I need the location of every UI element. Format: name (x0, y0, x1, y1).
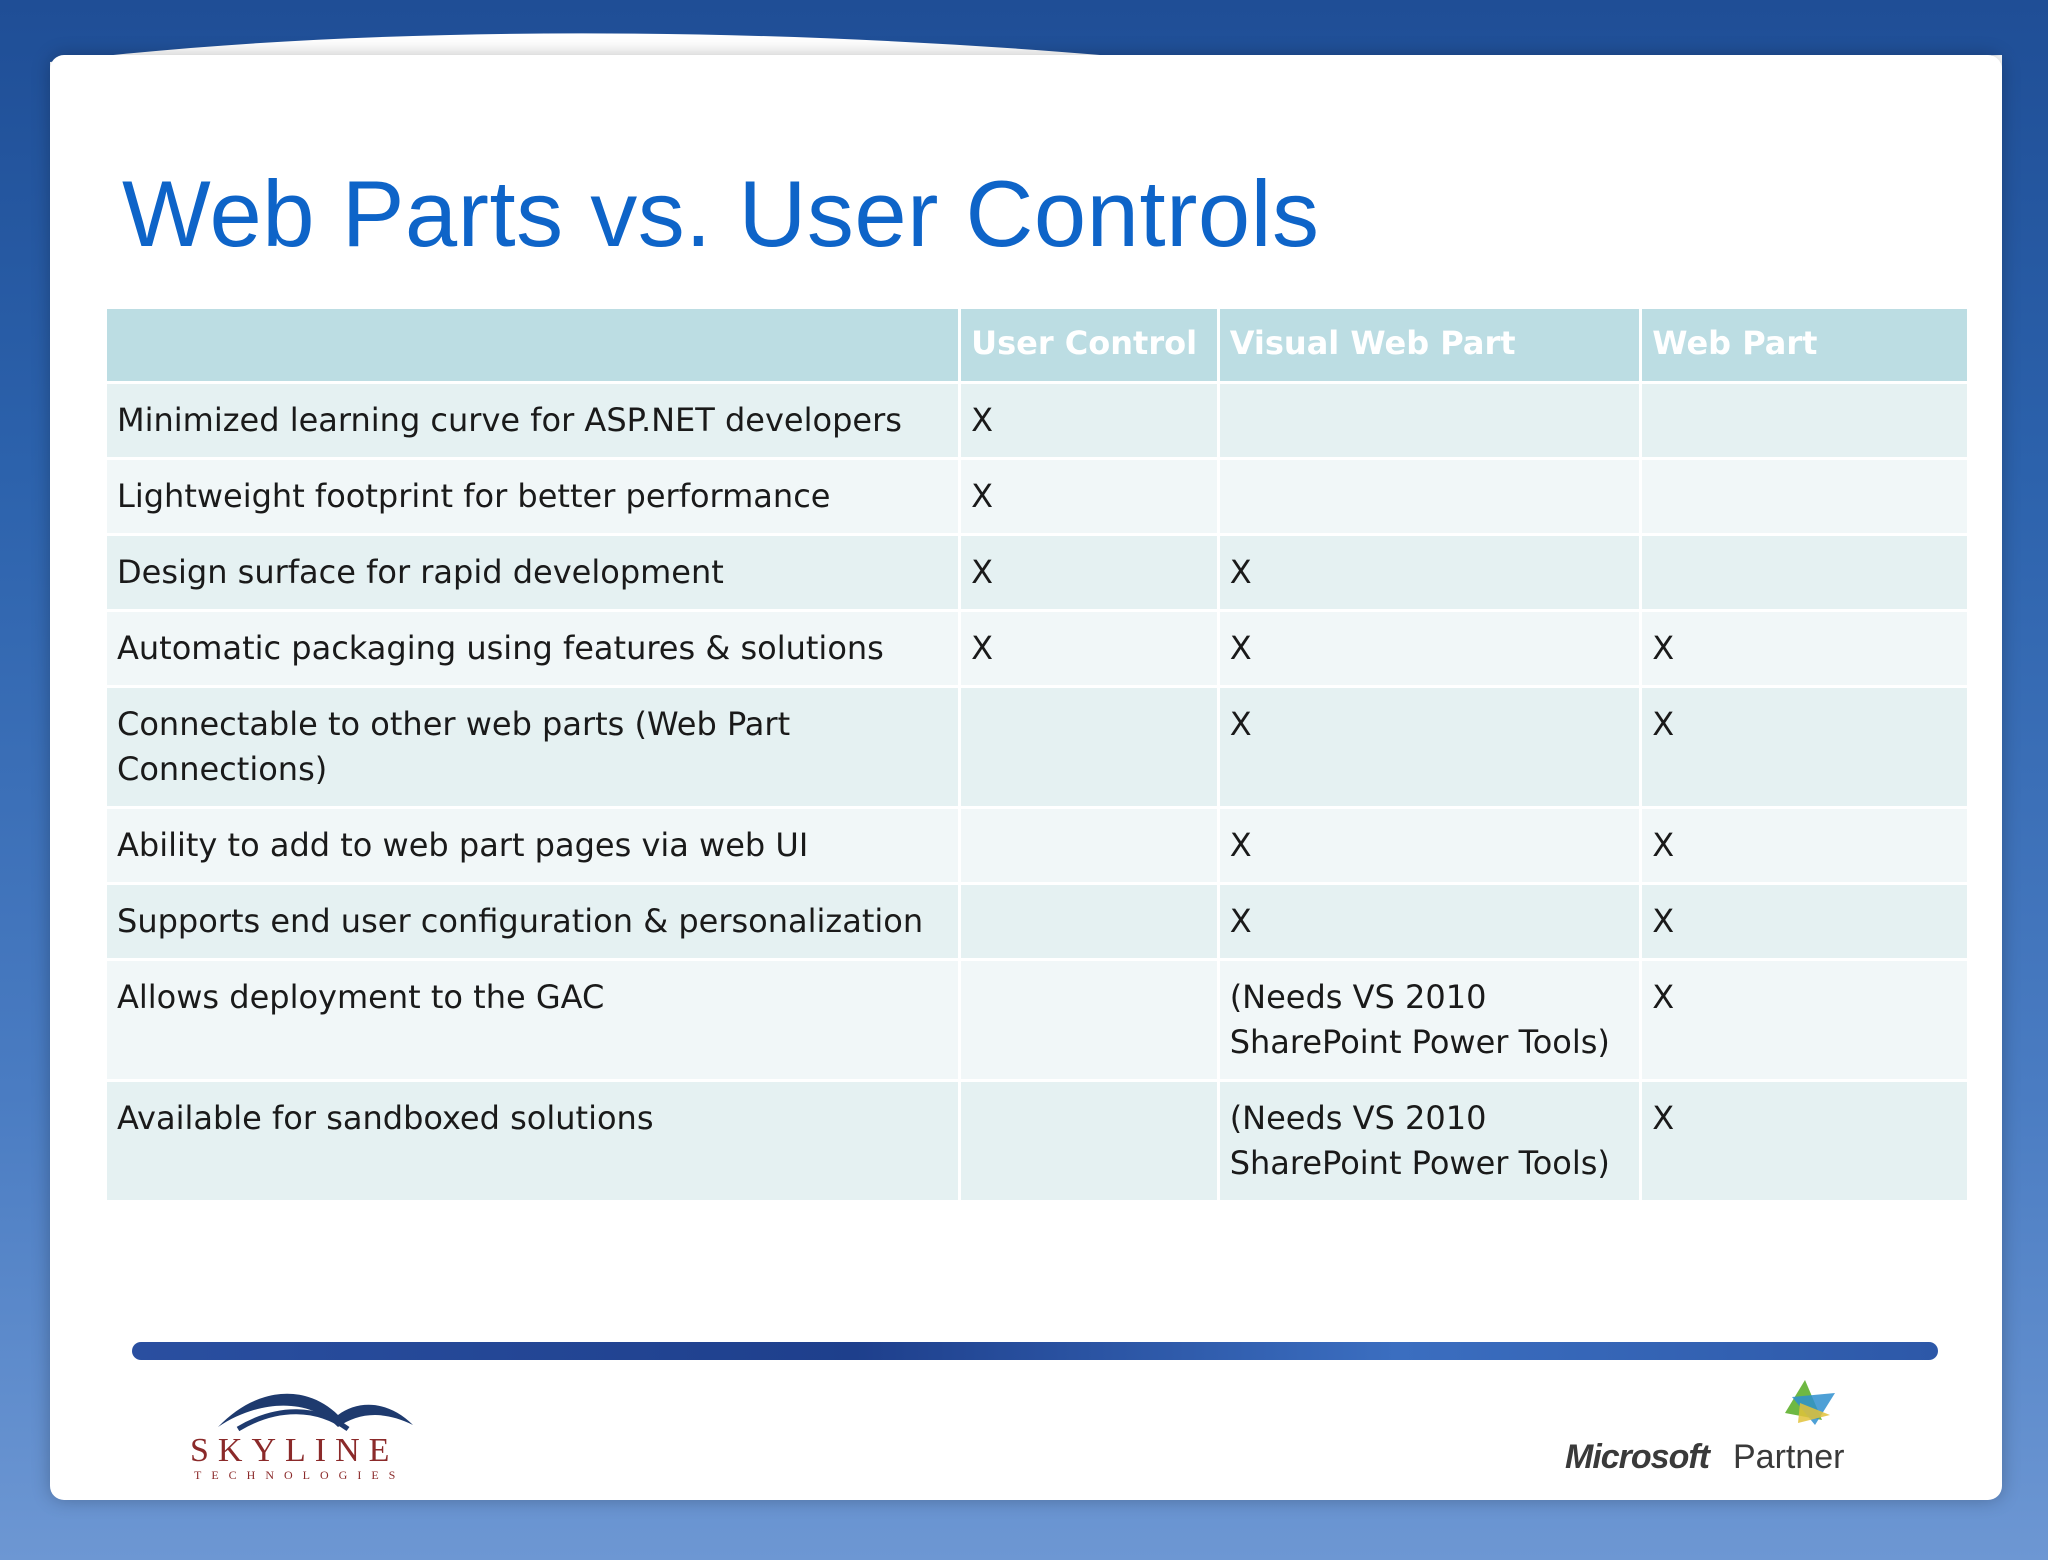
table-header-row (107, 309, 1967, 381)
web-part-cell: X (1642, 688, 1967, 806)
user-control-cell: X (961, 536, 1217, 609)
web-part-cell (1642, 384, 1967, 457)
header-web-part: Web Part (1642, 309, 1967, 381)
footer-divider-bar (132, 1342, 1938, 1360)
table-row (107, 612, 1967, 685)
feature-cell: Available for sandboxed solutions (107, 1082, 958, 1200)
partner-wordmark: Partner (1733, 1438, 1845, 1476)
user-control-cell: X (961, 612, 1217, 685)
visual-web-part-cell: X (1220, 612, 1640, 685)
header-visual-web-part: Visual Web Part (1220, 309, 1640, 381)
user-control-cell (961, 688, 1217, 806)
feature-cell: Connectable to other web parts (Web Part Connections) (107, 688, 958, 806)
web-part-cell (1642, 460, 1967, 533)
user-control-cell (961, 809, 1217, 882)
feature-cell: Supports end user configuration & personalization (107, 885, 958, 958)
user-control-cell (961, 1082, 1217, 1200)
skyline-tagline: TECHNOLOGIES (194, 1468, 406, 1482)
visual-web-part-cell: X (1220, 885, 1640, 958)
table-row (107, 809, 1967, 882)
user-control-cell (961, 961, 1217, 1079)
table-row (107, 961, 1967, 1079)
web-part-cell: X (1642, 612, 1967, 685)
visual-web-part-cell: X (1220, 688, 1640, 806)
slide-title: Web Parts vs. User Controls (122, 161, 1320, 266)
header-user-control: User Control (961, 309, 1217, 381)
visual-web-part-cell (1220, 384, 1640, 457)
partner-emblem-icon (1785, 1380, 1835, 1425)
table-row (107, 1082, 1967, 1200)
header-feature (107, 309, 958, 381)
visual-web-part-cell: (Needs VS 2010 SharePoint Power Tools) (1220, 1082, 1640, 1200)
microsoft-wordmark: Microsoft (1565, 1438, 1709, 1476)
table-row (107, 460, 1967, 533)
table-row (107, 688, 1967, 806)
skyline-wordmark: SKYLINE (190, 1432, 399, 1469)
table-row (107, 885, 1967, 958)
web-part-cell: X (1642, 961, 1967, 1079)
user-control-cell: X (961, 384, 1217, 457)
visual-web-part-cell: X (1220, 809, 1640, 882)
visual-web-part-cell: X (1220, 536, 1640, 609)
feature-cell: Design surface for rapid development (107, 536, 958, 609)
feature-cell: Ability to add to web part pages via web UI (107, 809, 958, 882)
feature-cell: Lightweight footprint for better performance (107, 460, 958, 533)
feature-cell: Allows deployment to the GAC (107, 961, 958, 1079)
skyline-logo (188, 1385, 428, 1485)
feature-cell: Automatic packaging using features & solutions (107, 612, 958, 685)
table-row (107, 384, 1967, 457)
user-control-cell: X (961, 460, 1217, 533)
visual-web-part-cell: (Needs VS 2010 SharePoint Power Tools) (1220, 961, 1640, 1079)
web-part-cell: X (1642, 1082, 1967, 1200)
web-part-cell: X (1642, 885, 1967, 958)
table-row (107, 536, 1967, 609)
visual-web-part-cell (1220, 460, 1640, 533)
web-part-cell: X (1642, 809, 1967, 882)
web-part-cell (1642, 536, 1967, 609)
user-control-cell (961, 885, 1217, 958)
comparison-table (104, 306, 1970, 1203)
feature-cell: Minimized learning curve for ASP.NET developers (107, 384, 958, 457)
